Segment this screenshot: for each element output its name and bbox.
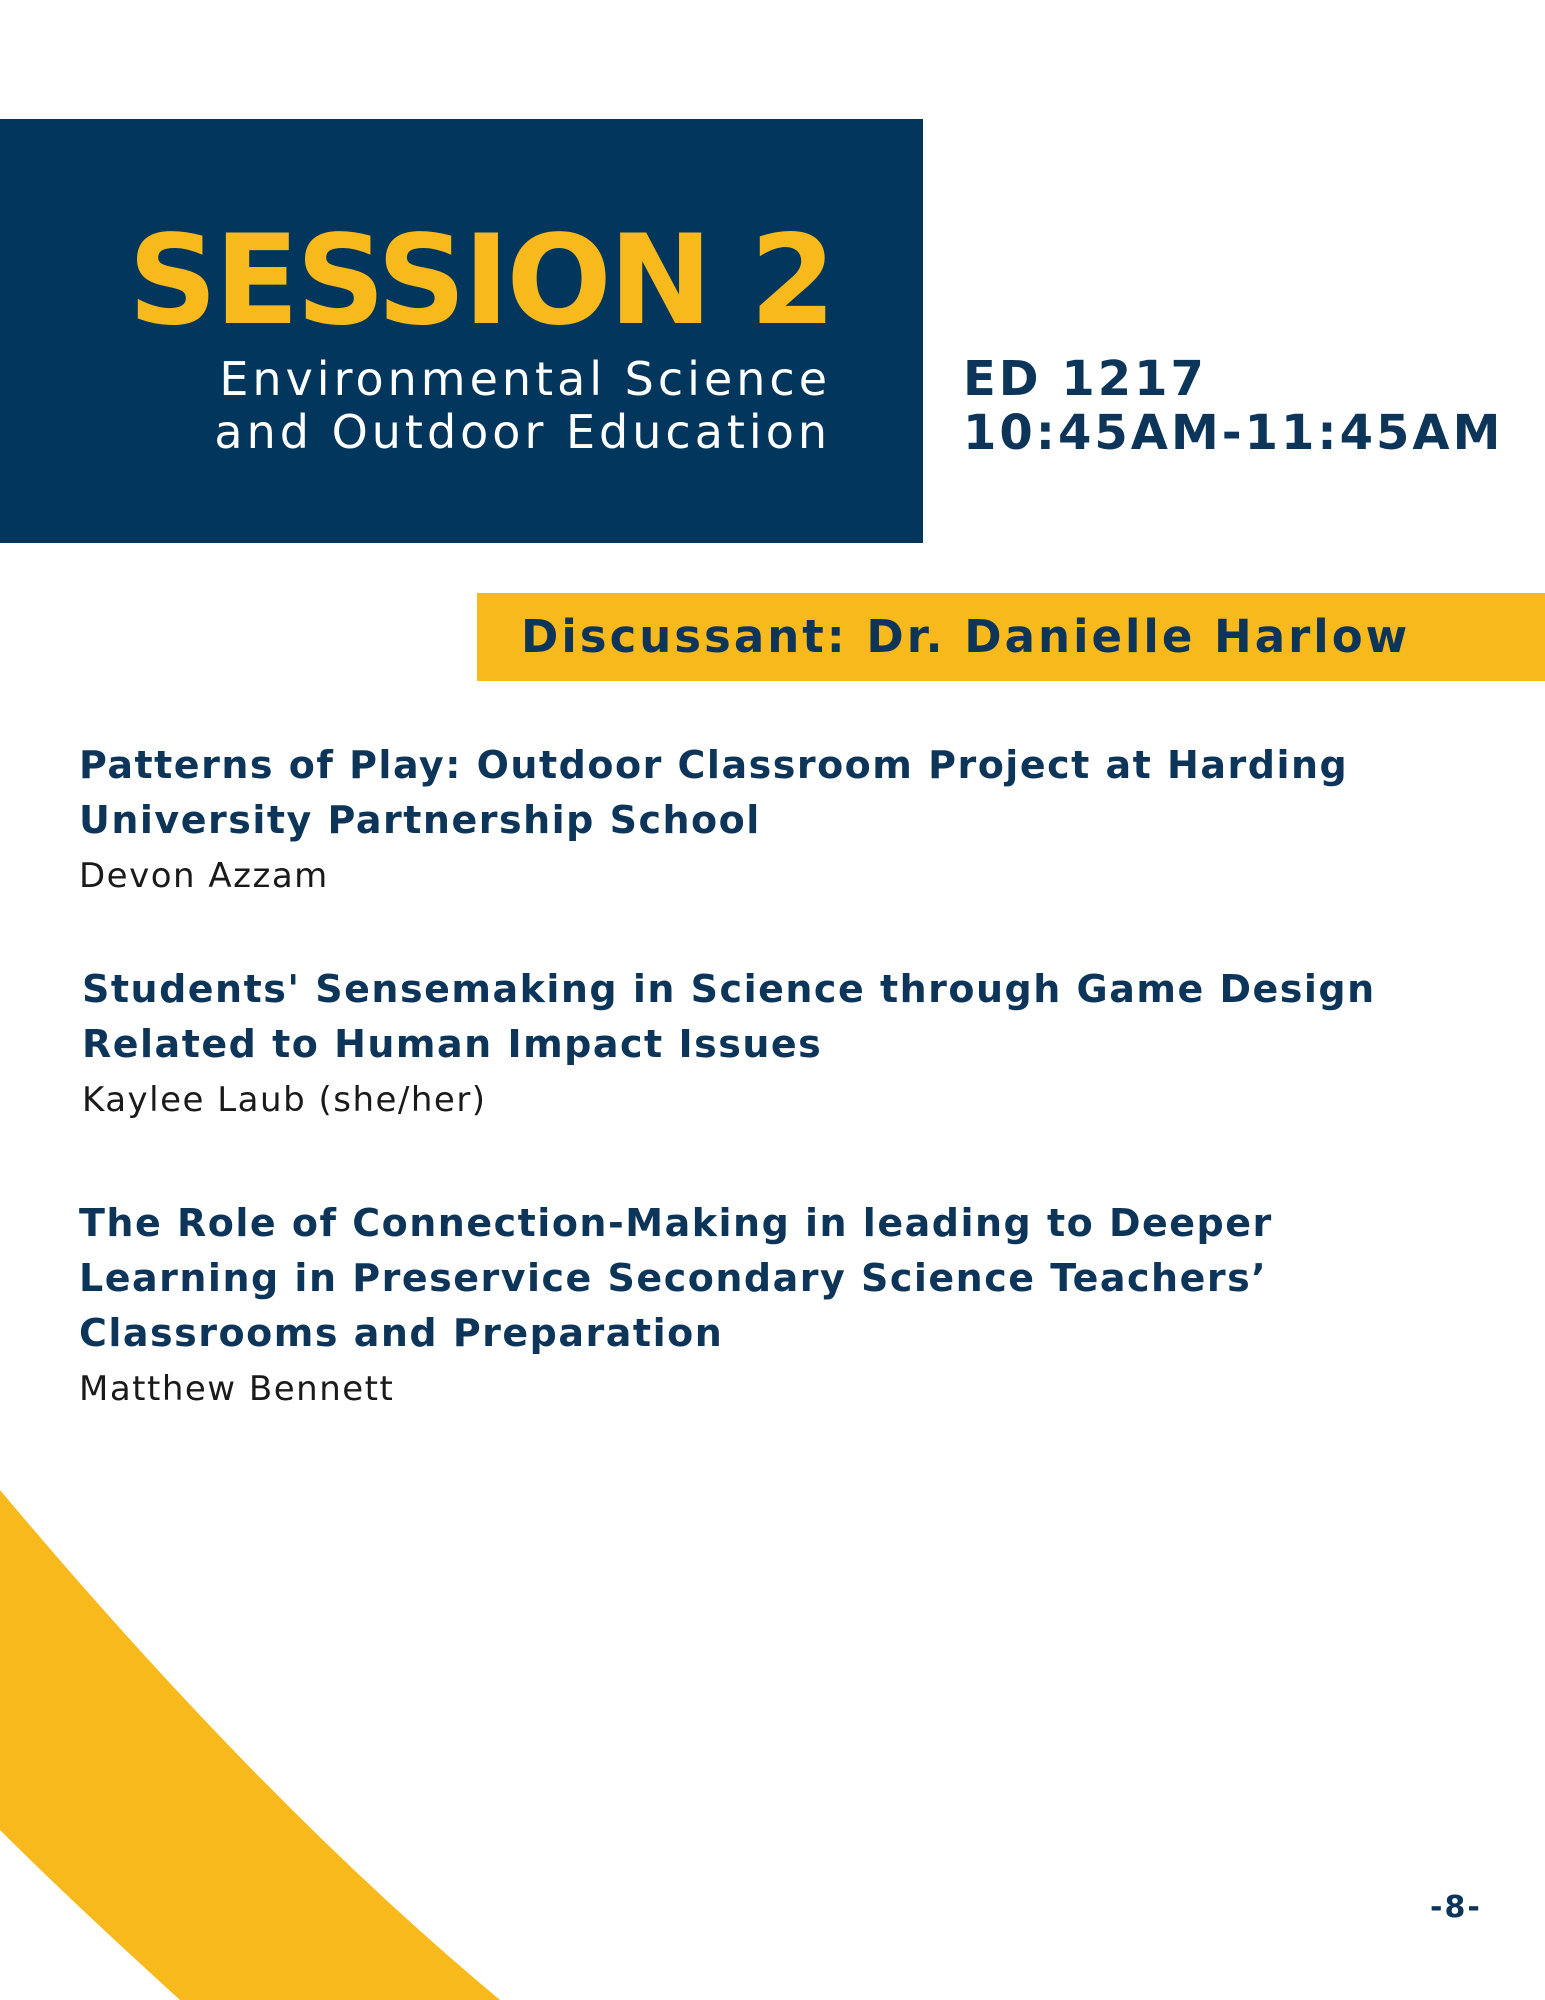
presentation-title [79, 738, 1379, 848]
presentation-title-line: University Partnership School [79, 798, 761, 842]
presentation-author: Matthew Bennett [79, 1369, 395, 1409]
presentation-title-line: The Role of Connection-Making in leading to Deeper [79, 1201, 1273, 1245]
session-subtitle [214, 353, 831, 459]
discussant-banner [477, 593, 1545, 681]
discussant-name: Discussant: Dr. Danielle Harlow [521, 610, 1411, 663]
session-title: SESSION 2 [128, 209, 833, 353]
presentation-title-line: Classrooms and Preparation [79, 1311, 724, 1355]
presentation-title-line: Related to Human Impact Issues [82, 1022, 823, 1066]
presentation-item [82, 962, 1382, 1122]
presentation-title-line: Learning in Preservice Secondary Science Teachers’ [79, 1256, 1268, 1300]
presentation-title-line: Patterns of Play: Outdoor Classroom Project at Harding [79, 743, 1349, 787]
presentation-author: Devon Azzam [79, 856, 329, 896]
presentation-title [82, 962, 1382, 1072]
session-time: 10:45AM-11:45AM [963, 405, 1504, 461]
session-subtitle-line: and Outdoor Education [214, 405, 831, 459]
presentation-item [79, 1196, 1379, 1411]
presentation-title [79, 1196, 1379, 1361]
session-header-block [0, 119, 923, 543]
room-number: ED 1217 [963, 351, 1207, 407]
presentation-author: Kaylee Laub (she/her) [82, 1080, 487, 1120]
session-subtitle-line: Environmental Science [219, 352, 831, 406]
presentation-item [79, 738, 1379, 898]
page-number: -8- [1430, 1890, 1482, 1925]
room-and-time [963, 352, 1503, 460]
presentation-title-line: Students' Sensemaking in Science through Game Design [82, 967, 1376, 1011]
